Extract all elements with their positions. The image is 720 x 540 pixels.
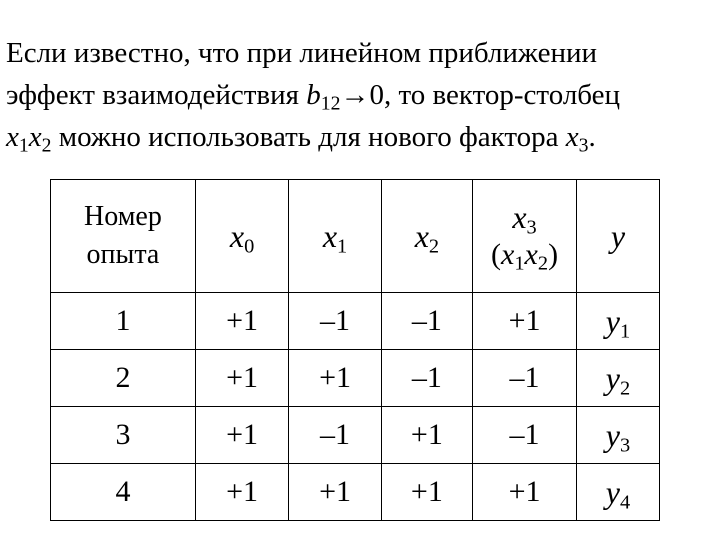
cell-y (577, 293, 660, 350)
x3-subscript: 3 (578, 134, 589, 157)
cell-x3: +1 (473, 293, 577, 350)
cell-x2: +1 (381, 464, 472, 521)
header-y-symbol: y (610, 217, 626, 254)
cell-x0: +1 (195, 464, 288, 521)
cell-x0: +1 (195, 407, 288, 464)
header-number-word: Номер (84, 201, 162, 232)
header-x3-subscript: 3 (526, 216, 537, 239)
header-experiment-number (51, 180, 196, 293)
cell-x1: –1 (289, 293, 381, 350)
paragraph-line-1 (6, 32, 711, 74)
x3-symbol: x (565, 121, 579, 153)
cell-y-symbol: y (605, 416, 620, 453)
cell-y (577, 407, 660, 464)
header-experiment-word: опыта (86, 239, 160, 270)
paragraph-line-2-start: эффект взаимодействия (6, 79, 307, 111)
header-x1 (289, 180, 381, 293)
header-experiment-number-label (84, 198, 162, 274)
paragraph-line-3-middle: можно использовать для нового фактора (51, 121, 566, 153)
experiment-plan-table (50, 179, 660, 521)
cell-x3: –1 (473, 350, 577, 407)
cell-y-symbol: y (605, 302, 620, 339)
coefficient-b-symbol: b (306, 79, 321, 111)
x2-symbol: x (28, 121, 42, 153)
table-header-row (51, 180, 660, 293)
cell-y-subscript: 1 (620, 320, 631, 343)
paragraph-line-2 (6, 74, 711, 116)
header-x3-symbol: x (512, 199, 527, 235)
x1-symbol: x (6, 121, 19, 153)
cell-x1: –1 (289, 407, 381, 464)
header-x3-product-x2: x (524, 238, 538, 271)
header-x3 (473, 180, 577, 293)
cell-x2: +1 (381, 407, 472, 464)
cell-x2: –1 (381, 350, 472, 407)
header-x3-product-x1-subscript: 1 (514, 252, 525, 275)
header-x3-paren-open: ( (491, 238, 501, 271)
header-x3-stack (491, 199, 558, 273)
paragraph-line-1-text: Если известно, что при линейном приближении (6, 37, 598, 69)
cell-x0: +1 (195, 350, 288, 407)
header-x3-product-x1: x (501, 238, 515, 271)
header-x0 (195, 180, 288, 293)
cell-y (577, 464, 660, 521)
header-y (577, 180, 660, 293)
header-x3-product-x2-subscript: 2 (537, 252, 549, 275)
cell-y-subscript: 3 (620, 434, 631, 457)
cell-x1: +1 (289, 350, 381, 407)
paragraph-period: . (588, 121, 596, 153)
paragraph-line-2-end: →0, то вектор-столбец (340, 79, 621, 111)
header-x0-symbol: x (229, 217, 245, 254)
cell-y-subscript: 2 (620, 377, 631, 400)
header-x1-symbol: x (322, 217, 338, 254)
header-x2 (381, 180, 472, 293)
header-x3-paren-close: ) (548, 238, 559, 271)
cell-y-symbol: y (605, 473, 620, 510)
table-row (51, 407, 660, 464)
paragraph-line-3 (6, 116, 711, 158)
x2-subscript: 2 (41, 134, 52, 157)
cell-x1: +1 (289, 464, 381, 521)
table-row (51, 464, 660, 521)
cell-x3: –1 (473, 407, 577, 464)
cell-experiment-number: 1 (51, 293, 196, 350)
table-row (51, 293, 660, 350)
cell-x3: +1 (473, 464, 577, 521)
cell-y-subscript: 4 (620, 491, 631, 514)
cell-experiment-number: 3 (51, 407, 196, 464)
coefficient-b-subscript: 12 (320, 92, 341, 115)
header-x1-subscript: 1 (337, 235, 348, 258)
header-x2-subscript: 2 (428, 235, 440, 258)
table-row (51, 350, 660, 407)
cell-y-symbol: y (605, 359, 620, 396)
intro-paragraph (6, 32, 711, 158)
cell-x0: +1 (195, 293, 288, 350)
cell-y (577, 350, 660, 407)
cell-experiment-number: 4 (51, 464, 196, 521)
cell-x2: –1 (381, 293, 472, 350)
cell-experiment-number: 2 (51, 350, 196, 407)
header-x0-subscript: 0 (244, 235, 255, 258)
x1-subscript: 1 (18, 134, 29, 157)
header-x2-symbol: x (414, 217, 429, 254)
